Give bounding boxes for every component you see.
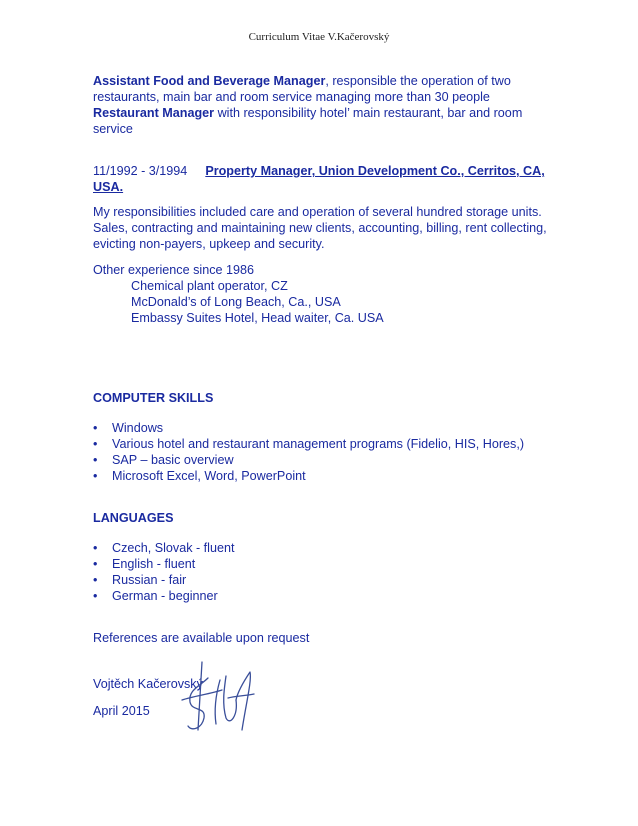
bullet: • <box>93 421 98 435</box>
languages-heading: LANGUAGES <box>93 511 174 525</box>
position-line-4: service <box>93 122 133 136</box>
position-title-2: Restaurant Manager <box>93 106 215 120</box>
author-name: Vojtěch Kačerovský <box>93 677 203 691</box>
position-line-2: restaurants, main bar and room service managing more than 30 people <box>93 90 490 104</box>
job-title: Property Manager, Union Development Co., Cerritos, CA, <box>205 164 545 178</box>
computer-skills-list <box>93 420 553 484</box>
position-block <box>93 73 553 137</box>
other-experience-item: Chemical plant operator, CZ <box>131 279 288 293</box>
list-item: • Microsoft Excel, Word, PowerPoint <box>93 469 306 483</box>
bullet: • <box>93 437 98 451</box>
other-experience-intro: Other experience since 1986 <box>93 263 255 277</box>
signature <box>180 660 260 740</box>
other-experience <box>93 262 553 326</box>
references-note: References are available upon request <box>93 631 310 645</box>
job-desc-line-1: My responsibilities included care and operation of several hundred storage units. <box>93 205 542 219</box>
bullet: • <box>93 573 98 587</box>
job-desc-line-3: evicting non-payers, upkeep and security. <box>93 237 325 251</box>
list-item: • Windows <box>93 421 164 435</box>
bullet: • <box>93 589 98 603</box>
bullet: • <box>93 541 98 555</box>
languages-list <box>93 540 553 604</box>
list-item: • Czech, Slovak - fluent <box>93 541 235 555</box>
other-experience-item: McDonald’s of Long Beach, Ca., USA <box>131 295 341 309</box>
list-item: • German - beginner <box>93 589 218 603</box>
job-title-cont: USA. <box>93 180 124 194</box>
position-line-3: Restaurant Manager with responsibility hotel’ main restaurant, bar and room <box>93 106 523 120</box>
page-header: Curriculum Vitae V.Kačerovský <box>248 31 390 43</box>
position-title-1: Assistant Food and Beverage Manager <box>93 74 326 88</box>
job-line-1 <box>93 163 553 179</box>
job-description <box>93 204 553 252</box>
job-dates: 11/1992 - 3/1994 <box>93 164 188 178</box>
bullet: • <box>93 469 98 483</box>
job-entry <box>93 163 553 195</box>
bullet: • <box>93 557 98 571</box>
list-item: • Russian - fair <box>93 573 187 587</box>
list-item: • English - fluent <box>93 557 196 571</box>
job-desc-line-2: Sales, contracting and maintaining new clients, accounting, billing, rent collecting, <box>93 221 547 235</box>
computer-skills-heading: COMPUTER SKILLS <box>93 391 214 405</box>
document-date: April 2015 <box>93 704 150 718</box>
list-item: • SAP – basic overview <box>93 453 234 467</box>
bullet: • <box>93 453 98 467</box>
other-experience-item: Embassy Suites Hotel, Head waiter, Ca. USA <box>131 311 384 325</box>
list-item: • Various hotel and restaurant management programs (Fidelio, HIS, Hores,) <box>93 437 525 451</box>
position-line-1: Assistant Food and Beverage Manager, responsible the operation of two <box>93 74 511 88</box>
